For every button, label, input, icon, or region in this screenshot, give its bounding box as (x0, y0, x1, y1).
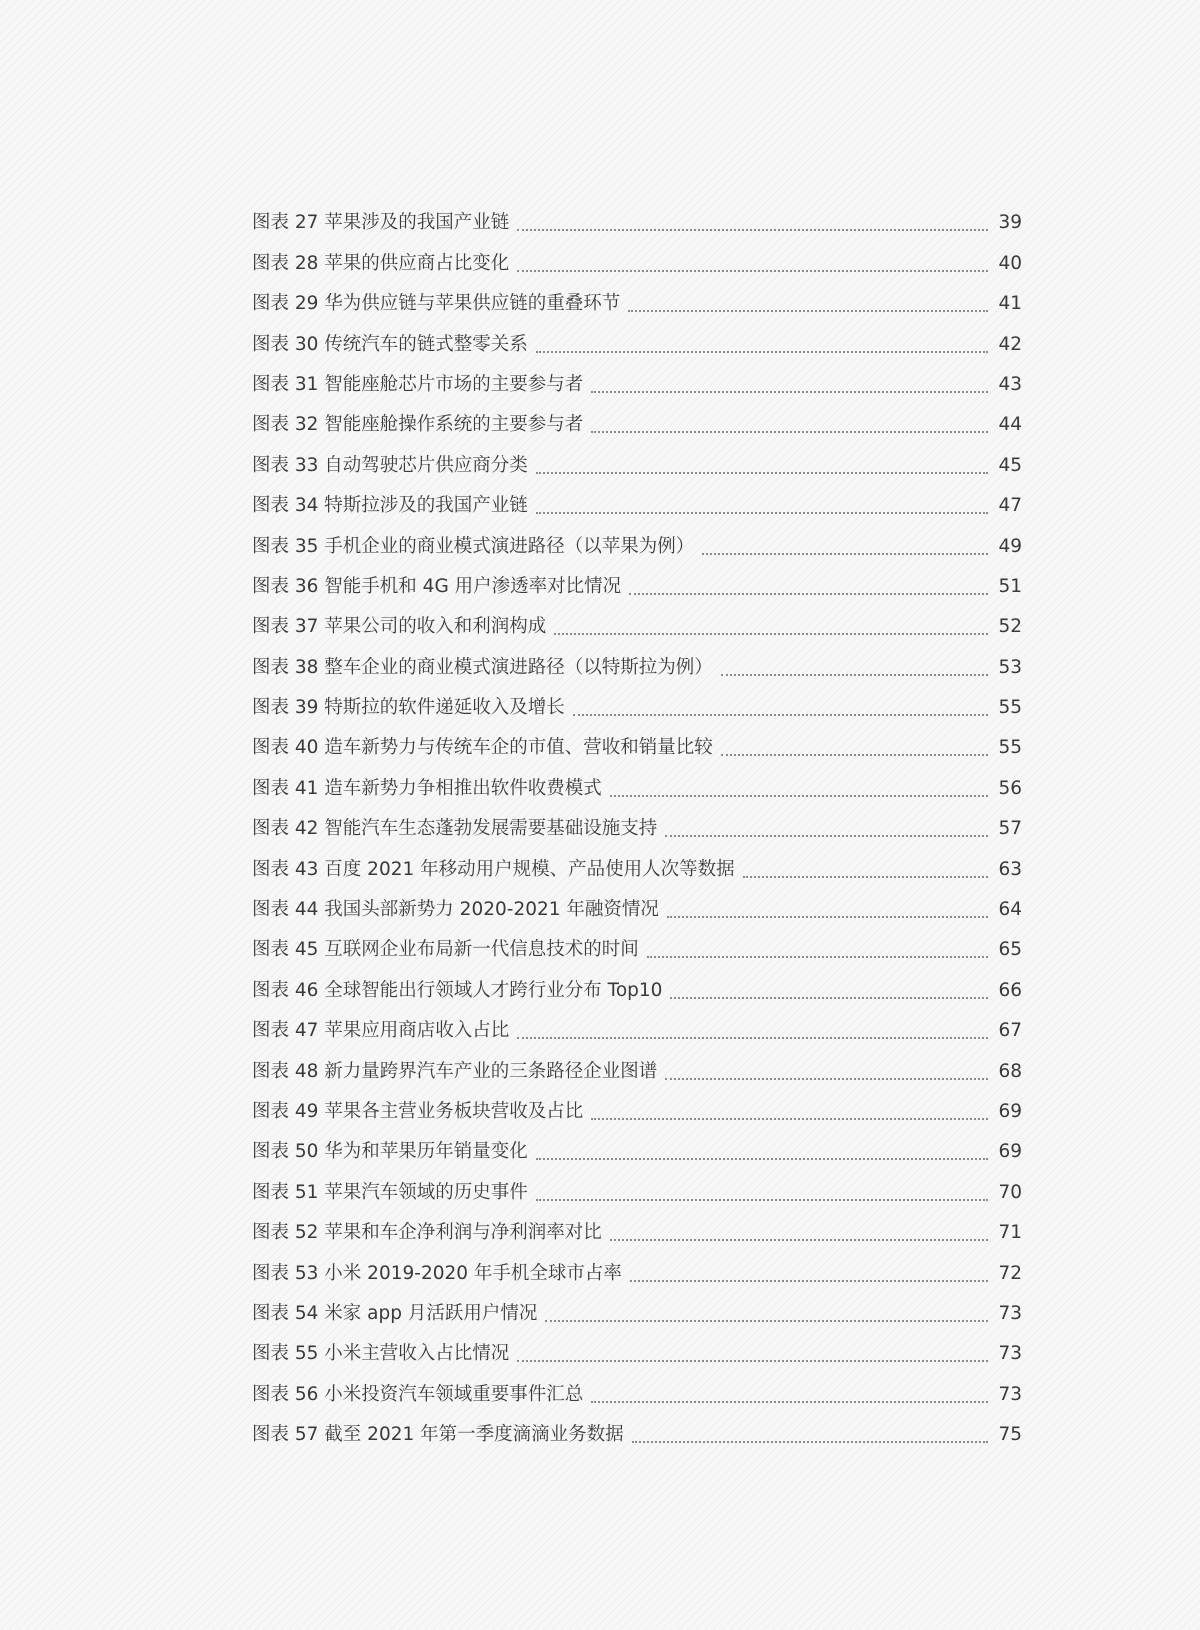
toc-entry[interactable] (252, 284, 1022, 324)
toc-entry-title: 图表 30 传统汽车的链式整零关系 (252, 333, 528, 355)
toc-entry-page-number: 51 (998, 575, 1022, 597)
toc-leader-dots (573, 688, 988, 728)
toc-entry-title: 图表 56 小米投资汽车领域重要事件汇总 (252, 1383, 584, 1405)
toc-leader-dots (554, 607, 988, 647)
table-of-figures (252, 203, 1022, 1455)
toc-entry[interactable] (252, 1092, 1022, 1132)
toc-entry[interactable] (252, 1132, 1022, 1172)
toc-entry[interactable] (252, 890, 1022, 930)
toc-leader-dots (536, 325, 988, 365)
toc-leader-dots (632, 1415, 988, 1455)
toc-entry[interactable] (252, 203, 1022, 243)
toc-entry-title: 图表 53 小米 2019-2020 年手机全球市占率 (252, 1262, 622, 1284)
toc-entry-title: 图表 34 特斯拉涉及的我国产业链 (252, 495, 528, 517)
toc-entry-title: 图表 55 小米主营收入占比情况 (252, 1343, 510, 1365)
toc-entry-title: 图表 39 特斯拉的软件递延收入及增长 (252, 697, 565, 719)
toc-entry-page-number: 47 (998, 495, 1022, 517)
toc-entry[interactable] (252, 647, 1022, 687)
toc-entry-title: 图表 44 我国头部新势力 2020-2021 年融资情况 (252, 899, 659, 921)
toc-leader-dots (629, 567, 988, 607)
toc-entry-page-number: 73 (998, 1343, 1022, 1365)
toc-leader-dots (665, 809, 988, 849)
toc-entry[interactable] (252, 930, 1022, 970)
toc-entry[interactable] (252, 324, 1022, 364)
toc-leader-dots (647, 930, 988, 970)
toc-entry[interactable] (252, 728, 1022, 768)
toc-leader-dots (517, 1334, 988, 1374)
toc-entry[interactable] (252, 1374, 1022, 1414)
toc-entry[interactable] (252, 768, 1022, 808)
toc-entry-page-number: 63 (998, 858, 1022, 880)
toc-entry-title: 图表 45 互联网企业布局新一代信息技术的时间 (252, 939, 639, 961)
toc-leader-dots (721, 728, 988, 768)
toc-entry[interactable] (252, 405, 1022, 445)
toc-entry-page-number: 39 (998, 212, 1022, 234)
toc-leader-dots (667, 890, 988, 930)
toc-entry-title: 图表 57 截至 2021 年第一季度滴滴业务数据 (252, 1424, 624, 1446)
toc-entry-page-number: 45 (998, 454, 1022, 476)
toc-entry-title: 图表 38 整车企业的商业模式演进路径（以特斯拉为例） (252, 656, 713, 678)
toc-entry-page-number: 53 (998, 656, 1022, 678)
toc-leader-dots (536, 486, 988, 526)
toc-entry[interactable] (252, 1415, 1022, 1455)
toc-leader-dots (517, 203, 988, 243)
toc-entry-page-number: 73 (998, 1302, 1022, 1324)
toc-entry-page-number: 73 (998, 1383, 1022, 1405)
toc-leader-dots (743, 850, 988, 890)
toc-leader-dots (670, 971, 988, 1011)
toc-leader-dots (628, 284, 988, 324)
toc-entry-page-number: 44 (998, 414, 1022, 436)
toc-entry-title: 图表 29 华为供应链与苹果供应链的重叠环节 (252, 293, 621, 315)
toc-leader-dots (536, 1173, 988, 1213)
toc-leader-dots (517, 1011, 988, 1051)
toc-entry[interactable] (252, 526, 1022, 566)
toc-entry[interactable] (252, 688, 1022, 728)
toc-entry-page-number: 52 (998, 616, 1022, 638)
toc-leader-dots (702, 527, 988, 567)
toc-leader-dots (721, 648, 988, 688)
toc-entry-page-number: 57 (998, 818, 1022, 840)
toc-entry[interactable] (252, 1051, 1022, 1091)
toc-leader-dots (630, 1254, 988, 1294)
toc-entry[interactable] (252, 1253, 1022, 1293)
toc-entry[interactable] (252, 809, 1022, 849)
toc-entry[interactable] (252, 607, 1022, 647)
toc-leader-dots (591, 405, 988, 445)
toc-entry[interactable] (252, 486, 1022, 526)
toc-entry[interactable] (252, 849, 1022, 889)
toc-entry[interactable] (252, 567, 1022, 607)
toc-entry-page-number: 55 (998, 737, 1022, 759)
toc-leader-dots (536, 446, 988, 486)
toc-entry-page-number: 71 (998, 1222, 1022, 1244)
toc-entry-title: 图表 43 百度 2021 年移动用户规模、产品使用人次等数据 (252, 858, 735, 880)
toc-entry-title: 图表 50 华为和苹果历年销量变化 (252, 1141, 528, 1163)
toc-entry-page-number: 69 (998, 1141, 1022, 1163)
toc-leader-dots (591, 1092, 988, 1132)
toc-entry-page-number: 70 (998, 1181, 1022, 1203)
toc-entry-page-number: 40 (998, 252, 1022, 274)
toc-entry[interactable] (252, 1172, 1022, 1212)
toc-entry-title: 图表 31 智能座舱芯片市场的主要参与者 (252, 373, 584, 395)
toc-entry-title: 图表 42 智能汽车生态蓬勃发展需要基础设施支持 (252, 818, 658, 840)
toc-leader-dots (536, 1132, 988, 1172)
toc-leader-dots (665, 1052, 988, 1092)
toc-entry-page-number: 42 (998, 333, 1022, 355)
toc-entry-title: 图表 33 自动驾驶芯片供应商分类 (252, 454, 528, 476)
toc-entry-page-number: 43 (998, 373, 1022, 395)
toc-entry-title: 图表 46 全球智能出行领域人才跨行业分布 Top10 (252, 979, 663, 1001)
toc-leader-dots (545, 1294, 988, 1334)
toc-entry-page-number: 68 (998, 1060, 1022, 1082)
toc-entry[interactable] (252, 1334, 1022, 1374)
toc-entry-page-number: 55 (998, 697, 1022, 719)
toc-entry-title: 图表 49 苹果各主营业务板块营收及占比 (252, 1100, 584, 1122)
toc-entry-page-number: 72 (998, 1262, 1022, 1284)
toc-leader-dots (591, 1375, 988, 1415)
toc-entry-page-number: 66 (998, 979, 1022, 1001)
toc-leader-dots (591, 365, 988, 405)
toc-entry-title: 图表 32 智能座舱操作系统的主要参与者 (252, 414, 584, 436)
toc-entry-page-number: 75 (998, 1424, 1022, 1446)
toc-entry[interactable] (252, 1011, 1022, 1051)
toc-leader-dots (610, 1213, 988, 1253)
toc-entry-title: 图表 48 新力量跨界汽车产业的三条路径企业图谱 (252, 1060, 658, 1082)
toc-entry-page-number: 49 (998, 535, 1022, 557)
toc-leader-dots (517, 244, 988, 284)
toc-entry[interactable] (252, 970, 1022, 1010)
toc-entry-title: 图表 54 米家 app 月活跃用户情况 (252, 1302, 538, 1324)
toc-entry-title: 图表 28 苹果的供应商占比变化 (252, 252, 510, 274)
toc-entry[interactable] (252, 445, 1022, 485)
toc-entry-title: 图表 47 苹果应用商店收入占比 (252, 1020, 510, 1042)
toc-entry[interactable] (252, 1294, 1022, 1334)
toc-entry-title: 图表 41 造车新势力争相推出软件收费模式 (252, 777, 602, 799)
toc-leader-dots (610, 769, 988, 809)
toc-entry[interactable] (252, 1213, 1022, 1253)
toc-entry-title: 图表 51 苹果汽车领域的历史事件 (252, 1181, 528, 1203)
toc-entry-title: 图表 36 智能手机和 4G 用户渗透率对比情况 (252, 575, 622, 597)
toc-entry-page-number: 41 (998, 293, 1022, 315)
toc-entry-page-number: 67 (998, 1020, 1022, 1042)
toc-entry[interactable] (252, 243, 1022, 283)
toc-entry-title: 图表 37 苹果公司的收入和利润构成 (252, 616, 547, 638)
toc-entry-title: 图表 52 苹果和车企净利润与净利润率对比 (252, 1222, 602, 1244)
toc-entry-title: 图表 35 手机企业的商业模式演进路径（以苹果为例） (252, 535, 695, 557)
toc-entry-page-number: 65 (998, 939, 1022, 961)
toc-entry-title: 图表 40 造车新势力与传统车企的市值、营收和销量比较 (252, 737, 713, 759)
toc-entry-page-number: 64 (998, 899, 1022, 921)
toc-entry-title: 图表 27 苹果涉及的我国产业链 (252, 212, 510, 234)
toc-entry-page-number: 56 (998, 777, 1022, 799)
toc-entry-page-number: 69 (998, 1100, 1022, 1122)
toc-entry[interactable] (252, 365, 1022, 405)
